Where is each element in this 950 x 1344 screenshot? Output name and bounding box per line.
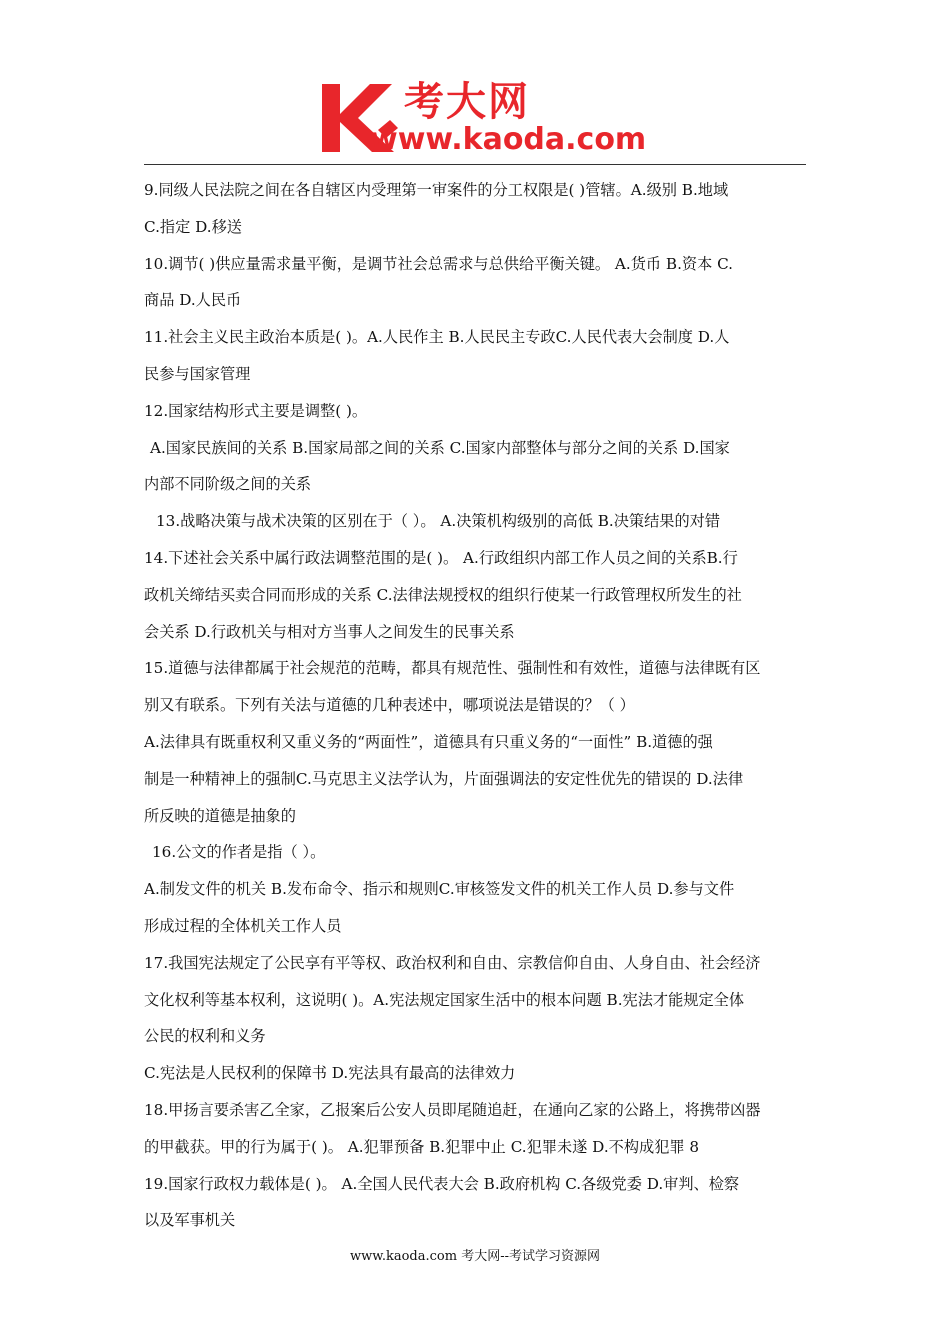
question-content bbox=[144, 172, 808, 1239]
text-line: 16.公文的作者是指（ ）。 bbox=[152, 843, 326, 862]
text-line: 形成过程的全体机关工作人员 bbox=[144, 916, 342, 935]
text-line: 商品 D.人民币 bbox=[144, 291, 242, 310]
text-line: A.国家民族间的关系 B.国家局部之间的关系 C.国家内部整体与部分之间的关系 D.国家 bbox=[150, 438, 730, 457]
text-line: 公民的权利和义务 bbox=[144, 1027, 266, 1046]
logo-chinese-name: 考大网 bbox=[404, 79, 530, 125]
text-line: 政机关缔结买卖合同而形成的关系 C.法律法规授权的组织行使某一行政管理权所发生的社 bbox=[144, 585, 742, 604]
page-footer: www.kaoda.com 考大网--考试学习资源网 bbox=[350, 1249, 600, 1264]
text-line: 12.国家结构形式主要是调整( )。 bbox=[144, 401, 368, 420]
text-line: C.宪法是人民权利的保障书 D.宪法具有最高的法律效力 bbox=[144, 1064, 516, 1083]
logo-url: www.kaoda.com bbox=[370, 122, 647, 157]
text-line: C.指定 D.移送 bbox=[144, 217, 242, 236]
text-line: 内部不同阶级之间的关系 bbox=[144, 475, 312, 494]
text-line: 13.战略决策与战术决策的区别在于（ ）。 A.决策机构级别的高低 B.决策结果的对错 bbox=[156, 512, 721, 531]
text-line: A.制发文件的机关 B.发布命令、指示和规则C.审核签发文件的机关工作人员 D.参与文件 bbox=[144, 880, 735, 899]
text-line: 所反映的道德是抽象的 bbox=[144, 806, 296, 825]
header-divider bbox=[144, 164, 806, 165]
text-line: 9.同级人民法院之间在各自辖区内受理第一审案件的分工权限是( )管辖。A.级别 B.地域 bbox=[144, 181, 729, 199]
text-line: 以及军事机关 bbox=[144, 1211, 236, 1230]
text-line: 19.国家行政权力载体是( )。 A.全国人民代表大会 B.政府机构 C.各级党委 D.审判、检察 bbox=[144, 1174, 740, 1193]
text-line: 别又有联系。下列有关法与道德的几种表述中，哪项说法是错误的？（ ） bbox=[144, 696, 635, 715]
text-line: 的甲截获。甲的行为属于( )。 A.犯罪预备 B.犯罪中止 C.犯罪未遂 D.不构成犯罪 8 bbox=[144, 1137, 700, 1156]
text-line: 17.我国宪法规定了公民享有平等权、政治权利和自由、宗教信仰自由、人身自由、社会经济 bbox=[144, 953, 761, 972]
text-line: A.法律具有既重权利又重义务的“两面性”，道德具有只重义务的“一面性” B.道德的强 bbox=[144, 732, 713, 751]
text-line: 会关系 D.行政机关与相对方当事人之间发生的民事关系 bbox=[144, 622, 515, 641]
text-line: 文化权利等基本权利，这说明( )。A.宪法规定国家生活中的根本问题 B.宪法才能规定全体 bbox=[144, 990, 745, 1009]
text-line: 民参与国家管理 bbox=[144, 364, 251, 383]
text-line: 14.下述社会关系中属行政法调整范围的是( )。 A.行政组织内部工作人员之间的关系B.行 bbox=[144, 548, 738, 567]
text-line: 制是一种精神上的强制C.马克思主义法学认为，片面强调法的安定性优先的错误的 D.法律 bbox=[144, 769, 744, 788]
text-line: 15.道德与法律都属于社会规范的范畴，都具有规范性、强制性和有效性，道德与法律既有区 bbox=[144, 659, 761, 678]
text-line: 10.调节( )供应量需求量平衡，是调节社会总需求与总供给平衡关键。 A.货币 B.资本 C. bbox=[144, 254, 734, 273]
text-line: 11.社会主义民主政治本质是( )。A.人民作主 B.人民民主专政C.人民代表大会制度 D.人 bbox=[144, 328, 730, 347]
text-line: 18.甲扬言要杀害乙全家，乙报案后公安人员即尾随追赶，在通向乙家的公路上，将携带凶器 bbox=[144, 1100, 761, 1119]
site-logo bbox=[318, 79, 647, 157]
